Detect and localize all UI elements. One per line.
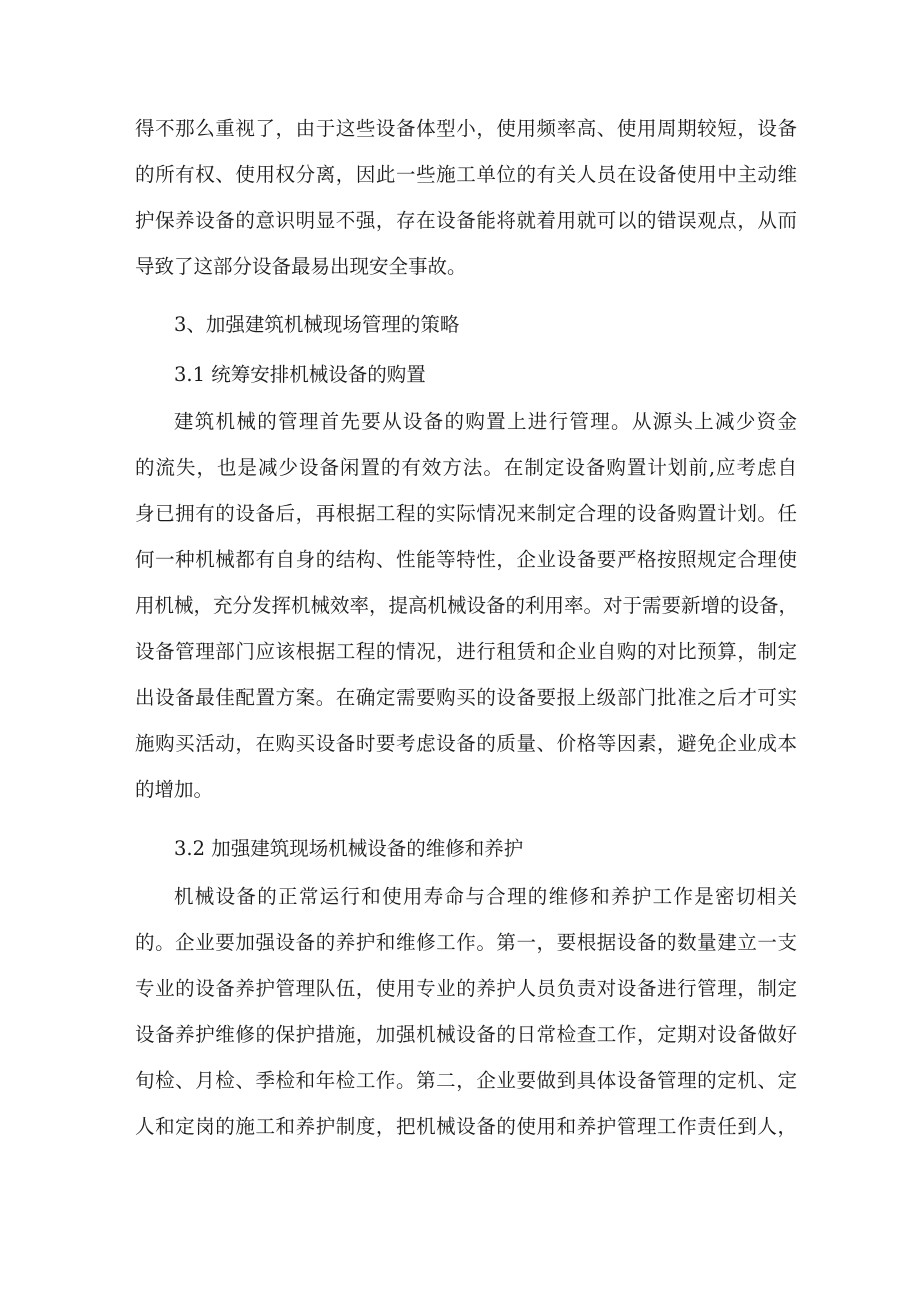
- text-line: 的。企业要加强设备的养护和维修工作。第一，要根据设备的数量建立一支: [135, 931, 797, 954]
- subsection-heading: 3.1 统筹安排机械设备的购置: [174, 363, 426, 386]
- text-line: 的增加。: [135, 778, 214, 801]
- text-line: 护保养设备的意识明显不强，存在设备能将就着用就可以的错误观点，从而: [135, 209, 797, 232]
- text-line: 得不那么重视了，由于这些设备体型小，使用频率高、使用周期较短，设备: [135, 117, 797, 140]
- text-line: 旬检、月检、季检和年检工作。第二，企业要做到具体设备管理的定机、定: [135, 1069, 797, 1092]
- text-line: 何一种机械都有自身的结构、性能等特性，企业设备要严格按照规定合理使: [135, 548, 797, 571]
- text-line: 出设备最佳配置方案。在确定需要购买的设备要报上级部门批准之后才可实: [135, 686, 797, 709]
- text-line: 身已拥有的设备后，再根据工程的实际情况来制定合理的设备购置计划。任: [135, 502, 797, 525]
- text-line: 建筑机械的管理首先要从设备的购置上进行管理。从源头上减少资金: [174, 410, 797, 433]
- text-line: 的所有权、使用权分离，因此一些施工单位的有关人员在设备使用中主动维: [135, 163, 797, 186]
- text-line: 施购买活动，在购买设备时要考虑设备的质量、价格等因素，避免企业成本: [135, 732, 797, 755]
- section-heading: 3、加强建筑机械现场管理的策略: [174, 313, 460, 336]
- text-line: 设备养护维修的保护措施，加强机械设备的日常检查工作，定期对设备做好: [135, 1023, 797, 1046]
- text-line: 机械设备的正常运行和使用寿命与合理的维修和养护工作是密切相关: [174, 885, 797, 908]
- text-line: 人和定岗的施工和养护制度，把机械设备的使用和养护管理工作责任到人，: [135, 1115, 797, 1138]
- text-line: 的流失，也是减少设备闲置的有效方法。在制定设备购置计划前,应考虑自: [135, 456, 797, 479]
- text-line: 导致了这部分设备最易出现安全事故。: [135, 255, 467, 278]
- text-line: 用机械，充分发挥机械效率，提高机械设备的利用率。对于需要新增的设备，: [135, 594, 799, 617]
- text-line: 专业的设备养护管理队伍，使用专业的养护人员负责对设备进行管理，制定: [135, 977, 797, 1000]
- text-line: 设备管理部门应该根据工程的情况，进行租赁和企业自购的对比预算，制定: [135, 640, 797, 663]
- subsection-heading: 3.2 加强建筑现场机械设备的维修和养护: [174, 837, 524, 860]
